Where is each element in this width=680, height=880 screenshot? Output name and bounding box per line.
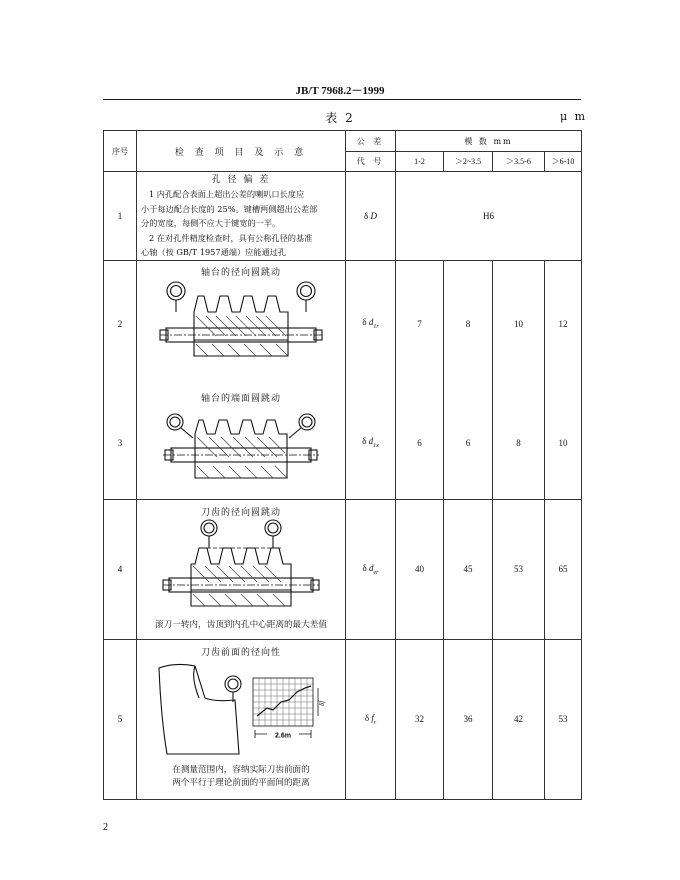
header-rule	[103, 99, 581, 100]
header-range-2: ＞2~3.5	[444, 152, 493, 172]
header-tolerance-top: 公 差	[346, 131, 396, 152]
header-seq: 序号	[104, 131, 137, 172]
inspection-table	[103, 130, 582, 800]
row1-seq: 1	[104, 172, 137, 261]
table-row	[104, 499, 582, 639]
unit-label: μ m	[560, 110, 588, 123]
row2-title: 轴台的径向圆跳动	[200, 267, 281, 278]
row2-item	[137, 260, 346, 387]
row1-line-3: 分的宽度，每侧不应大于键宽的一半。	[141, 218, 281, 228]
table-row	[104, 172, 582, 261]
rake-face-diagram	[155, 658, 327, 758]
row3-value-3: 8	[493, 387, 545, 499]
row4-seq: 4	[104, 499, 137, 639]
row5-value-2: 36	[444, 639, 493, 799]
row1-title: 孔 径 偏 差	[211, 175, 271, 185]
row5-item	[137, 639, 346, 799]
header-range-4: ＞6-10	[545, 152, 582, 172]
row3-title: 轴台的端面圆跳动	[200, 394, 281, 404]
row4-title: 刀齿的径向圆跳动	[200, 507, 281, 518]
row3-value-4: 10	[545, 387, 582, 499]
radial-runout-diagram	[156, 278, 326, 363]
row5-title: 刀齿前面的径向性	[200, 647, 281, 658]
row5-seq: 5	[104, 639, 137, 799]
page-number: 2	[103, 822, 108, 833]
row1-line-5: 心轴（按 GB/T 1957通端）应能通过孔	[141, 247, 287, 257]
header-range-1: 1-2	[396, 152, 444, 172]
row1-line-4: 2 在对孔件精度检查时，具有公称孔径的基准	[149, 232, 313, 243]
row3-seq: 3	[104, 387, 137, 499]
row2-seq: 2	[104, 260, 137, 387]
row2-value-4: 12	[545, 260, 582, 387]
row1-item	[137, 172, 346, 261]
row5-caption: 在测量范围内，容纳实际刀齿前面的 两个平行于理论前面的平面间的距离	[172, 764, 310, 788]
row3-value-2: 6	[444, 387, 493, 499]
row1-desc	[137, 187, 345, 260]
grid-tolerance-label: δf	[318, 700, 326, 706]
row1-value: H6	[396, 172, 582, 261]
row4-symbol: δ $d_{er}$	[346, 499, 396, 639]
face-runout-diagram	[161, 404, 321, 484]
row1-line-1: 1 内孔配合表面上超出公差的喇叭口长度应	[149, 189, 305, 199]
row4-value-3: 53	[493, 499, 545, 639]
header-modulus: 模 数 mm	[396, 131, 582, 152]
row4-value-4: 65	[545, 499, 582, 639]
header-item: 检 查 项 目 及 示 意	[137, 131, 346, 172]
row4-value-1: 40	[396, 499, 444, 639]
row1-line-2: 小于每边配合长度的 25%。键槽两侧超出公差部	[141, 203, 318, 214]
table-row	[104, 387, 582, 499]
table-title: 表 2	[325, 111, 355, 125]
row3-item	[137, 387, 346, 499]
row3-value-1: 6	[396, 387, 444, 499]
grid-width-label: 2.6m	[275, 732, 291, 739]
row5-symbol: δ $f_r$	[346, 639, 396, 799]
row4-item	[137, 499, 346, 639]
table-row	[104, 260, 582, 387]
row5-value-4: 53	[545, 639, 582, 799]
header-tolerance-bottom: 代 号	[346, 152, 396, 172]
row5-value-3: 42	[493, 639, 545, 799]
row4-caption: 滚刀一转内，齿顶到内孔中心距离的最大差值	[155, 619, 327, 630]
standard-number: JB/T 7968.2－1999	[295, 85, 385, 97]
tooth-radial-runout-diagram	[161, 518, 321, 614]
row4-value-2: 45	[444, 499, 493, 639]
row5-value-1: 32	[396, 639, 444, 799]
row1-symbol: δ D	[346, 172, 396, 261]
row2-value-2: 8	[444, 260, 493, 387]
row2-value-3: 10	[493, 260, 545, 387]
row2-symbol: δ $d_{1r}$	[346, 260, 396, 387]
header-range-3: ＞3.5-6	[493, 152, 545, 172]
row2-value-1: 7	[396, 260, 444, 387]
row3-symbol: δ $d_{1x}$	[346, 387, 396, 499]
table-row	[104, 639, 582, 799]
